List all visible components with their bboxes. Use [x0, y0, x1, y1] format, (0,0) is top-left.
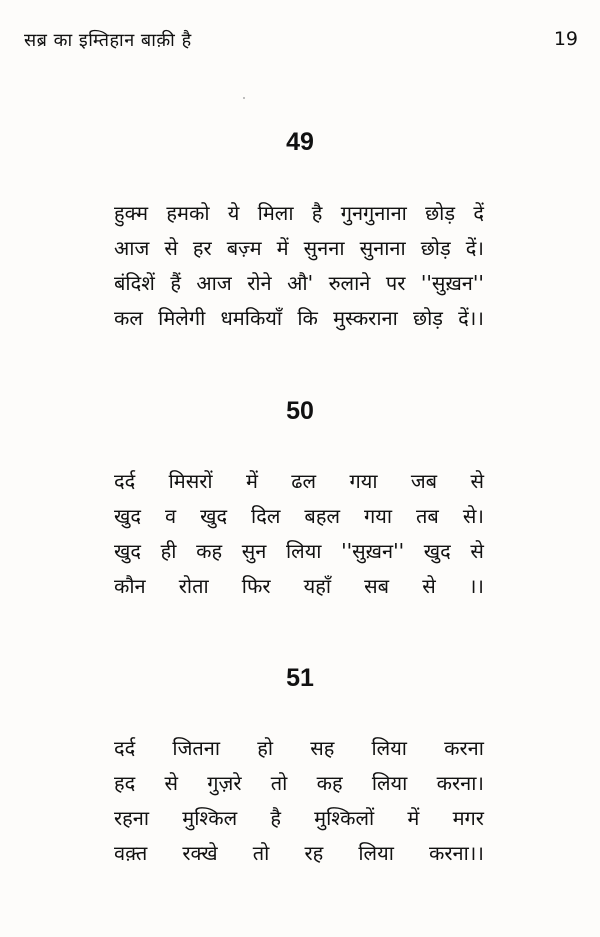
verse-word: बज़्म — [226, 236, 262, 260]
verse-block — [114, 196, 484, 336]
verse-word: मुश्किलों — [314, 806, 375, 830]
verse-word: कल — [114, 306, 143, 330]
verse-word: रोने — [247, 271, 272, 295]
verse-word: छोड़ — [413, 306, 443, 330]
verse-word: में — [407, 806, 420, 830]
verse-word: सह — [310, 736, 335, 760]
verse-word: करना — [444, 736, 484, 760]
verse-word: कौन — [114, 574, 146, 598]
verse-word: गुनगुनाना — [340, 201, 407, 225]
verse-word: धमकियाँ — [220, 306, 283, 330]
verse-word: मिसरों — [168, 469, 213, 493]
verse-word: रक्खे — [182, 841, 218, 865]
verse-line — [114, 499, 484, 534]
verse-word: गुज़रे — [207, 771, 242, 795]
verse-word: व — [164, 504, 177, 528]
book-title: सब्र का इम्तिहान बाक़ी है — [24, 30, 192, 51]
verse-word: से — [470, 539, 484, 563]
verse-word: रहना — [114, 806, 150, 830]
poem-number: 49 — [286, 128, 314, 156]
verse-word: यहाँ — [303, 574, 332, 598]
verse-word: मुश्किल — [182, 806, 238, 830]
verse-line — [114, 836, 484, 871]
verse-word: आज — [196, 271, 232, 295]
verse-word: से — [164, 771, 179, 795]
verse-word: मिला — [257, 201, 294, 225]
verse-word: गया — [364, 504, 393, 528]
verse-word: तो — [270, 771, 288, 795]
verse-word: तो — [252, 841, 270, 865]
verse-block — [114, 731, 484, 871]
verse-word: दिल — [251, 504, 281, 528]
verse-word: औ' — [287, 271, 314, 295]
verse-word: लिया — [371, 771, 408, 795]
verse-word: से — [470, 469, 484, 493]
verse-word: मिलेगी — [158, 306, 206, 330]
verse-line — [114, 569, 484, 604]
verse-line — [114, 766, 484, 801]
verse-word: मगर — [452, 806, 484, 830]
verse-word: गया — [349, 469, 378, 493]
verse-word: बहल — [304, 504, 341, 528]
paper-speck — [243, 97, 245, 99]
verse-line — [114, 301, 484, 336]
verse-word: दर्द — [114, 469, 136, 493]
verse-word: सुनना — [303, 236, 345, 260]
verse-line — [114, 231, 484, 266]
verse-word: दें। — [465, 236, 484, 260]
verse-word: ।। — [468, 574, 484, 598]
verse-line — [114, 464, 484, 499]
verse-line — [114, 266, 484, 301]
verse-word: रोता — [178, 574, 209, 598]
verse-word: करना। — [436, 771, 484, 795]
verse-word: हमको — [166, 201, 210, 225]
verse-word: ''सुख़न'' — [341, 539, 405, 563]
verse-word: में — [276, 236, 289, 260]
verse-word: से — [422, 574, 436, 598]
verse-word: तब — [416, 504, 439, 528]
verse-word: रुलाने — [328, 271, 371, 295]
verse-word: खुद — [114, 539, 141, 563]
verse-word: हद — [114, 771, 136, 795]
verse-word: फिर — [241, 574, 271, 598]
verse-line — [114, 801, 484, 836]
verse-word: ही — [160, 539, 177, 563]
verse-word: कह — [196, 539, 223, 563]
verse-word: रह — [304, 841, 324, 865]
verse-word: हैं — [170, 271, 181, 295]
verse-word: दें।। — [458, 306, 484, 330]
verse-word: लिया — [285, 539, 322, 563]
verse-word: है — [311, 201, 323, 225]
verse-word: दर्द — [114, 736, 136, 760]
verse-word: जितना — [172, 736, 221, 760]
verse-word: खुद — [200, 504, 228, 528]
verse-word: आज — [114, 236, 150, 260]
verse-word: खुद — [114, 504, 141, 528]
poem-number: 50 — [286, 397, 314, 425]
verse-word: हो — [257, 736, 274, 760]
page-number: 19 — [553, 28, 578, 50]
verse-word: लिया — [358, 841, 394, 865]
poem-number: 51 — [286, 664, 314, 692]
verse-word: छोड़ — [420, 236, 451, 260]
verse-line — [114, 731, 484, 766]
verse-block — [114, 464, 484, 604]
verse-word: छोड़ — [425, 201, 456, 225]
verse-word: ढल — [291, 469, 317, 493]
verse-word: है — [270, 806, 281, 830]
verse-word: सुनाना — [359, 236, 406, 260]
verse-word: जब — [410, 469, 438, 493]
verse-line — [114, 534, 484, 569]
verse-word: कि — [297, 306, 318, 330]
running-header — [24, 28, 578, 56]
verse-word: सब — [364, 574, 390, 598]
verse-line — [114, 196, 484, 231]
verse-word: लिया — [371, 736, 407, 760]
verse-word: में — [245, 469, 258, 493]
verse-word: खुद — [423, 539, 451, 563]
verse-word: से। — [462, 504, 484, 528]
verse-word: मुस्कराना — [333, 306, 398, 330]
verse-word: हर — [192, 236, 212, 260]
verse-word: ''सुख़न'' — [420, 271, 484, 295]
verse-word: सुन — [241, 539, 267, 563]
verse-word: हुक्म — [114, 201, 149, 225]
verse-word: से — [164, 236, 178, 260]
verse-word: वक़्त — [114, 841, 148, 865]
verse-word: ये — [227, 201, 240, 225]
verse-word: बंदिशें — [114, 271, 155, 295]
verse-word: करना।। — [428, 841, 484, 865]
verse-word: कह — [316, 771, 343, 795]
verse-word: पर — [385, 271, 406, 295]
verse-word: दें — [473, 201, 484, 225]
